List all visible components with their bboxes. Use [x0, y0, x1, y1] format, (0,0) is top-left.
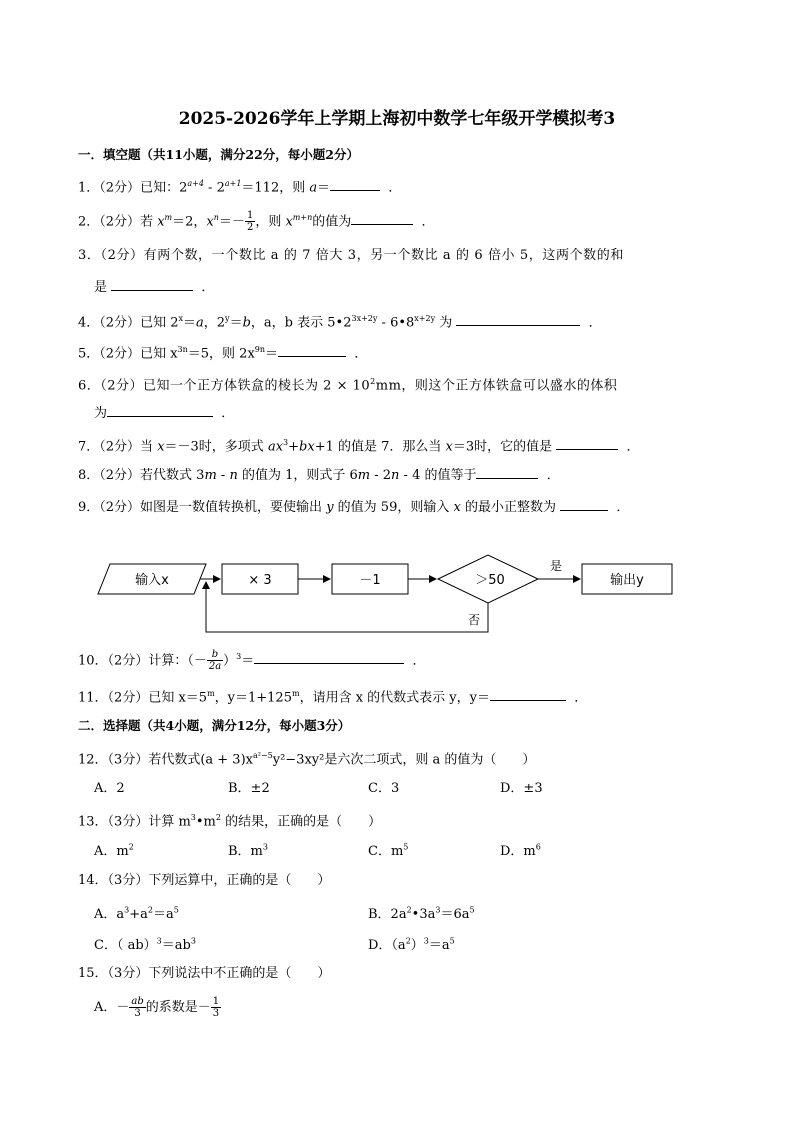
answer-blank[interactable] — [490, 686, 566, 701]
question-12: 12．（3分）若代数式$(a + 3)x^{a^2-5}y^2-3xy^2$是六次二项式，则 a 的值为（ ） — [78, 751, 536, 768]
times3-label: × 3 — [248, 573, 272, 588]
fraction: $\frac{b}{2a}$ — [208, 649, 222, 673]
q13-option-a[interactable]: A．$m^2$ — [94, 842, 134, 859]
question-13: 13．（3分）计算 $m^3•m^2$ 的结果，正确的是（ ） — [78, 813, 382, 830]
input-label: 输入x — [135, 573, 169, 588]
question-3: 3．（2分）有两个数，一个数比 a 的 7 倍大 3，另一个数比 a 的 6 倍小 5，这两个数的和 — [78, 248, 624, 263]
answer-blank[interactable] — [111, 276, 193, 291]
page-title: 2025-2026学年上学期上海初中数学七年级开学模拟考3 — [178, 109, 616, 129]
question-2: 2．（2分）若 $x^m=2$，$x^n=-$ $\frac{1}{2}$ ，则 $x^{m+n}$的值为 ． — [78, 210, 435, 234]
question-1: 1．（2分）已知：$2^{a+4} - 2^{a+1}=112$，则 a＝ ． — [78, 174, 401, 198]
q14-option-b[interactable]: B．$2a^2•3a^3=6a^5$ — [368, 905, 475, 922]
answer-blank[interactable] — [254, 649, 404, 664]
q14-option-a[interactable]: A．$a^3+a^2=a^5$ — [94, 905, 179, 922]
answer-blank[interactable] — [456, 311, 580, 326]
q13-option-c[interactable]: C．$m^5$ — [368, 842, 409, 859]
q14-option-d[interactable]: D．$(a^2)^3=a^5$ — [368, 936, 455, 953]
question-6-line2: 为 ． — [94, 402, 234, 424]
answer-blank[interactable] — [560, 496, 608, 511]
question-6: 6．（2分）已知一个正方体铁盒的棱长为 $2 \times 10^2mm$，则这个正方体铁盒可以盛水的体积 — [78, 377, 618, 394]
q12-option-a[interactable]: A．2 — [94, 781, 125, 796]
minus1-label: －1 — [359, 573, 381, 588]
q13-option-b[interactable]: B．$m^3$ — [228, 842, 268, 859]
section-heading-choice: 二．选择题（共4小题，满分12分，每小题3分） — [78, 718, 351, 733]
question-8: 8．（2分）若代数式 3m - n 的值为 1，则式子 6m - 2n - 4 的值等于 ． — [78, 464, 560, 486]
output-label: 输出y — [610, 573, 644, 588]
question-4: 4．（2分）已知 $2^x=a$，$2^y=b$，a，b 表示 $5•2^{3x+2y}$ - $6•8^{x+2y}$ 为 ． — [78, 309, 602, 333]
q13-option-d[interactable]: D．$m^6$ — [500, 842, 541, 859]
answer-blank[interactable] — [351, 210, 413, 225]
conversion-machine-flowchart — [90, 552, 690, 642]
fraction: $\frac{ab}{3}$ — [131, 996, 144, 1019]
section-heading-fill-in: 一．填空题（共11小题，满分22分，每小题2分） — [78, 147, 359, 162]
q14-option-c[interactable]: C．（ $ab)^3=ab^3$ — [94, 936, 196, 953]
question-14: 14．（3分）下列运算中，正确的是（ ） — [78, 873, 331, 888]
yes-label: 是 — [550, 559, 563, 573]
q15-option-a[interactable]: A．－ $\frac{ab}{3}$ 的系数是－ $\frac{1}{3}$ — [94, 996, 220, 1019]
answer-blank[interactable] — [476, 464, 538, 479]
fraction: $\frac{1}{3}$ — [212, 996, 220, 1019]
answer-blank[interactable] — [278, 342, 346, 357]
answer-blank[interactable] — [556, 435, 618, 450]
condition-label: ＞50 — [475, 573, 505, 588]
question-11: 11．（2分）已知 $x=5^m$，$y=1+125^m$，请用含 x 的代数式表示 y，y＝ ． — [78, 684, 587, 708]
fraction: $\frac{1}{2}$ — [246, 210, 254, 234]
q12-option-c[interactable]: C．3 — [368, 781, 400, 796]
question-3-line2: 是 ． — [94, 276, 214, 298]
question-7: 7．（2分）当 x＝－3时，多项式 $ax^3+bx+1$ 的值是 7．那么当 x＝3时，它的值是 ． — [78, 433, 640, 457]
answer-blank[interactable] — [330, 176, 380, 191]
no-label: 否 — [468, 613, 481, 627]
question-5: 5．（2分）已知 $x^{3n}=5$，则 $2x^{9n}=$ ． — [78, 340, 367, 364]
question-10: 10．（2分）计算：（－ $\frac{b}{2a}$ ）$^3$＝ ． — [78, 649, 426, 673]
question-15: 15．（3分）下列说法中不正确的是（ ） — [78, 966, 331, 981]
answer-blank[interactable] — [107, 402, 213, 417]
q12-option-b[interactable]: B．±2 — [228, 781, 270, 796]
q12-option-d[interactable]: D．±3 — [500, 781, 543, 796]
question-9: 9．（2分）如图是一数值转换机，要使输出 y 的值为 59，则输入 x 的最小正整数为 ． — [78, 496, 629, 518]
